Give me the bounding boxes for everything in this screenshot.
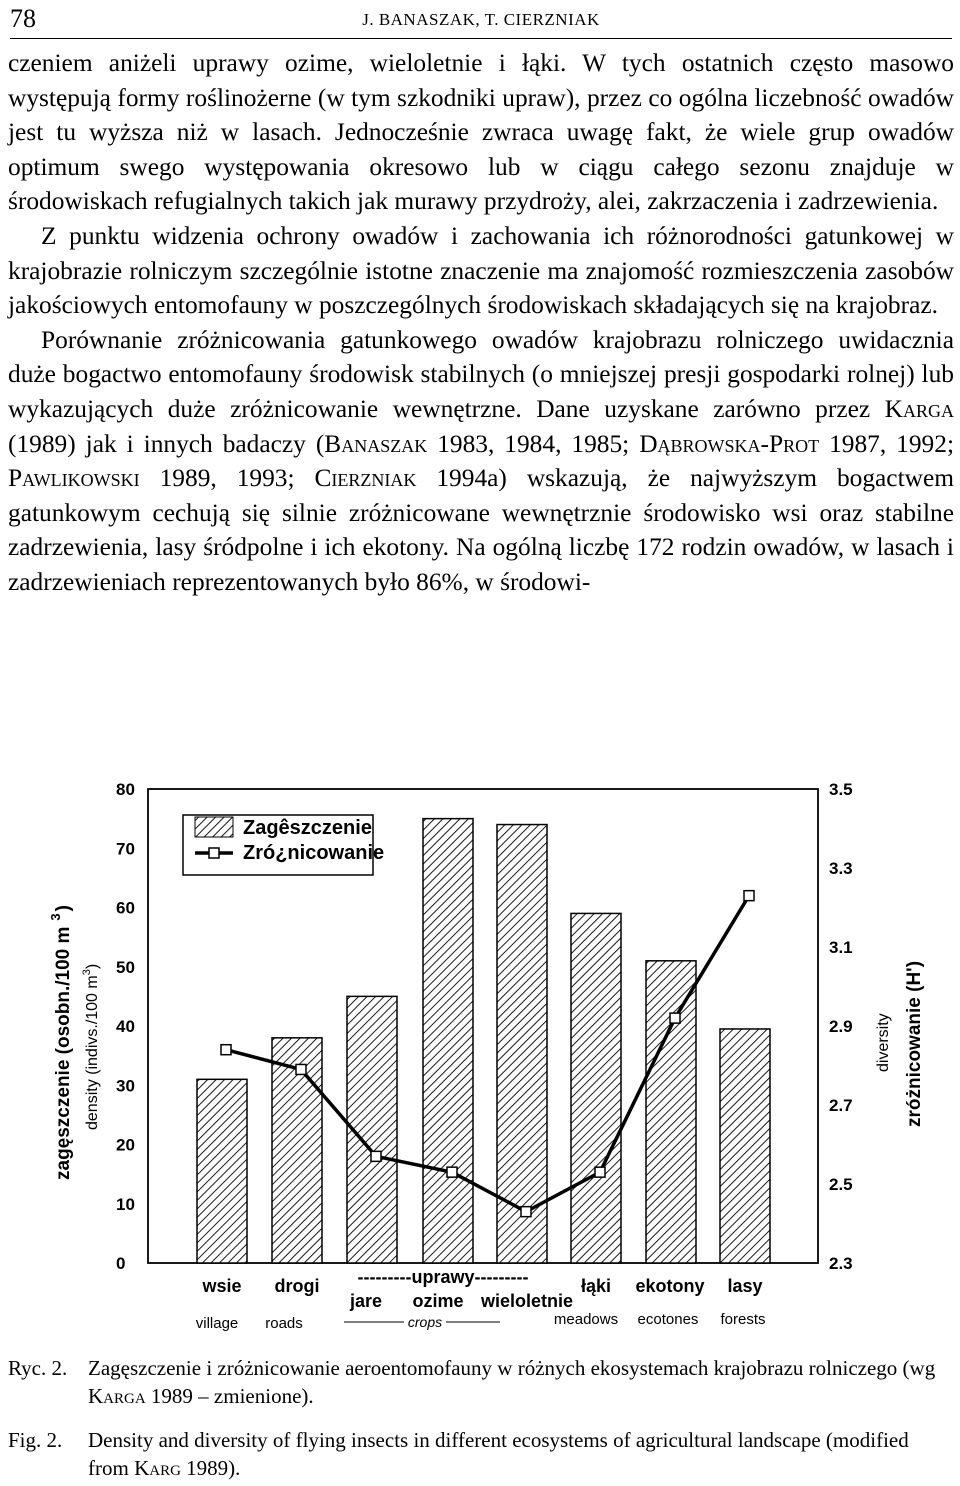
density-bar xyxy=(423,819,473,1263)
text-run: 1994a) wskazują, że najwyższym bogactwem gatunkowym cechują się silnie zróżnicowane wewnętrznie środowisko wsi oraz stabilne zadrzewienia, lasy śródpolne i ich ekotony. Na ogólną liczbę 172 rodzin owadów, w lasach i zadrzewieniach reprezentowanych było 86%, w środowi- xyxy=(8,464,954,596)
author-name: Dąbrowska-Prot xyxy=(639,429,820,458)
diversity-point xyxy=(221,1045,231,1055)
text-run: 1987, 1992; xyxy=(819,429,954,458)
x-category-label: lasy xyxy=(727,1276,763,1296)
left-tick-label: 70 xyxy=(116,839,135,859)
paragraph-2: Z punktu widzenia ochrony owadów i zachowania ich różnorodności gatunkowej w krajobrazie rolniczym szczególnie istotne znaczenie ma znajomość rozmieszczenia zasobów jakościowych entomofauny w poszczególnych środowiskach składających się na krajobraz. xyxy=(8,221,954,320)
text-run: 1989, 1993; xyxy=(139,464,315,493)
diversity-point xyxy=(744,891,754,901)
left-axis-title: zagęszczenie (osobn./100 $m^3$) xyxy=(48,905,74,1180)
caption-run: Density and diversity of flying insects in different ecosystems of agricultural landscape (modified from xyxy=(88,1428,909,1480)
right-axis-title: zróżnicowanie (H') xyxy=(904,960,925,1127)
density-bar xyxy=(571,913,621,1263)
x-category-label: ozime xyxy=(412,1291,464,1311)
author-name: Cierzniak xyxy=(314,464,417,493)
text-run: 1983, 1984, 1985; xyxy=(427,429,640,458)
right-axis-title-en: diversity xyxy=(875,1013,892,1072)
left-tick-label: 0 xyxy=(116,1254,126,1273)
group-label-crops: ---------uprawy--------- xyxy=(357,1267,529,1287)
left-axis-title-sup: 3 xyxy=(48,913,63,921)
density-bar xyxy=(720,1029,770,1263)
density-bar xyxy=(646,961,696,1263)
left-tick-label: 20 xyxy=(116,1135,135,1155)
x-category-label: wieloletnie xyxy=(480,1291,574,1311)
author-name: Karga xyxy=(884,394,954,423)
right-axis-labels xyxy=(875,961,925,1127)
caption-run: 1989 – zmienione). xyxy=(145,1384,314,1408)
header-rule xyxy=(10,38,952,39)
right-tick-label: 2.7 xyxy=(829,1096,853,1115)
left-tick-label: 50 xyxy=(116,957,135,977)
left-tick-label: 30 xyxy=(116,1076,135,1096)
right-tick-label: 2.3 xyxy=(829,1254,853,1273)
left-tick-label: 40 xyxy=(116,1017,135,1036)
page-number: 78 xyxy=(10,4,36,33)
left-tick-label: 10 xyxy=(116,1194,135,1214)
right-tick-label: 2.5 xyxy=(829,1175,853,1194)
x-category-label-en: meadows xyxy=(553,1311,619,1328)
group-label-crops-en: crops xyxy=(407,1314,443,1330)
diversity-point xyxy=(595,1167,605,1177)
author-name: Banaszak xyxy=(324,429,428,458)
caption-run: Zagęszczenie i zróżnicowanie aeroentomofauny w różnych ekosystemach krajobrazu rolniczego (wg xyxy=(88,1356,936,1380)
left-axis-title-en: density (indivs./100 $m^3$) xyxy=(81,963,101,1130)
author-name: Karga xyxy=(88,1384,146,1408)
diversity-point xyxy=(521,1207,531,1217)
text-run: (1989) jak i innych badaczy ( xyxy=(8,429,325,458)
diversity-point xyxy=(371,1151,381,1161)
running-head: J. BANASZAK, T. CIERZNIAK xyxy=(362,10,600,29)
text-run: Porównanie zróżnicowania gatunkowego owadów krajobrazu rolniczego uwidacznia duże bogactwo entomofauny środowisk stabilnych (o mniejszej presji gospodarki rolnej) lub wykazujących duże zróżnicowanie wewnętrzne. Dane uzyskane zarówno przez xyxy=(8,325,954,423)
paragraph-1: czeniem aniżeli uprawy ozime, wieloletnie i łąki. W tych ostatnich często masowo występują formy roślinożerne (w tym szkodniki upraw), przez co ogólna liczebność owadów jest tu wyższa niż w lasach. Jednocześnie zwraca uwagę fakt, że wiele grup owadów optimum swego występowania okresowo lub w ciągu całego sezonu znajduje w środowiskach refugialnych takich jak murawy przydroży, alei, zakrzaczenia i zadrzewienia. xyxy=(8,49,954,216)
left-tick-label: 80 xyxy=(116,780,135,799)
caption-text xyxy=(88,1354,954,1410)
author-name: Pawlikowski xyxy=(8,464,140,493)
legend-label-density: Zagêszczenie xyxy=(243,817,372,839)
left-axis-title-en-text: density (indivs./100 m xyxy=(84,975,101,1130)
right-tick-label: 2.9 xyxy=(829,1017,853,1036)
left-tick-label: 60 xyxy=(116,898,135,918)
caption-label: Ryc. 2. xyxy=(8,1356,68,1380)
density-bar xyxy=(197,1079,247,1263)
left-axis-labels xyxy=(48,905,101,1180)
legend-label-diversity: Zró¿nicowanie xyxy=(243,842,385,864)
density-diversity-chart xyxy=(0,752,960,1352)
diversity-point xyxy=(296,1064,306,1074)
x-category-label: drogi xyxy=(274,1276,320,1296)
paragraph-3 xyxy=(8,323,954,600)
left-axis-title-en-sup: 3 xyxy=(81,969,93,976)
x-category-label-en: village xyxy=(195,1315,239,1332)
author-name: Karg xyxy=(134,1456,181,1480)
right-tick-label: 3.1 xyxy=(829,938,853,957)
x-category-label: wsie xyxy=(202,1276,242,1296)
legend-bar-swatch xyxy=(195,817,233,837)
diversity-point xyxy=(670,1013,680,1023)
right-tick-label: 3.3 xyxy=(829,859,853,878)
caption-label: Fig. 2. xyxy=(8,1428,63,1452)
diversity-point xyxy=(447,1167,457,1177)
x-category-label: jare xyxy=(349,1291,383,1311)
x-category-label: ekotony xyxy=(635,1276,705,1296)
legend-marker xyxy=(209,848,219,858)
legend xyxy=(183,815,384,875)
caption-polish xyxy=(8,1354,954,1410)
page-header xyxy=(10,0,952,40)
caption-run: 1989). xyxy=(180,1456,241,1480)
x-category-label-en: roads xyxy=(265,1315,303,1332)
right-tick-label: 3.5 xyxy=(829,780,853,799)
caption-english xyxy=(8,1426,954,1482)
figure-2 xyxy=(0,752,960,1352)
caption-text xyxy=(88,1426,954,1482)
x-category-label-en: forests xyxy=(720,1311,766,1328)
left-axis-title-text: zagęszczenie (osobn./100 m xyxy=(53,926,74,1180)
x-category-label: łąki xyxy=(580,1276,612,1296)
density-bar xyxy=(497,825,547,1263)
x-category-label-en: ecotones xyxy=(637,1311,699,1328)
body-text xyxy=(8,46,954,600)
